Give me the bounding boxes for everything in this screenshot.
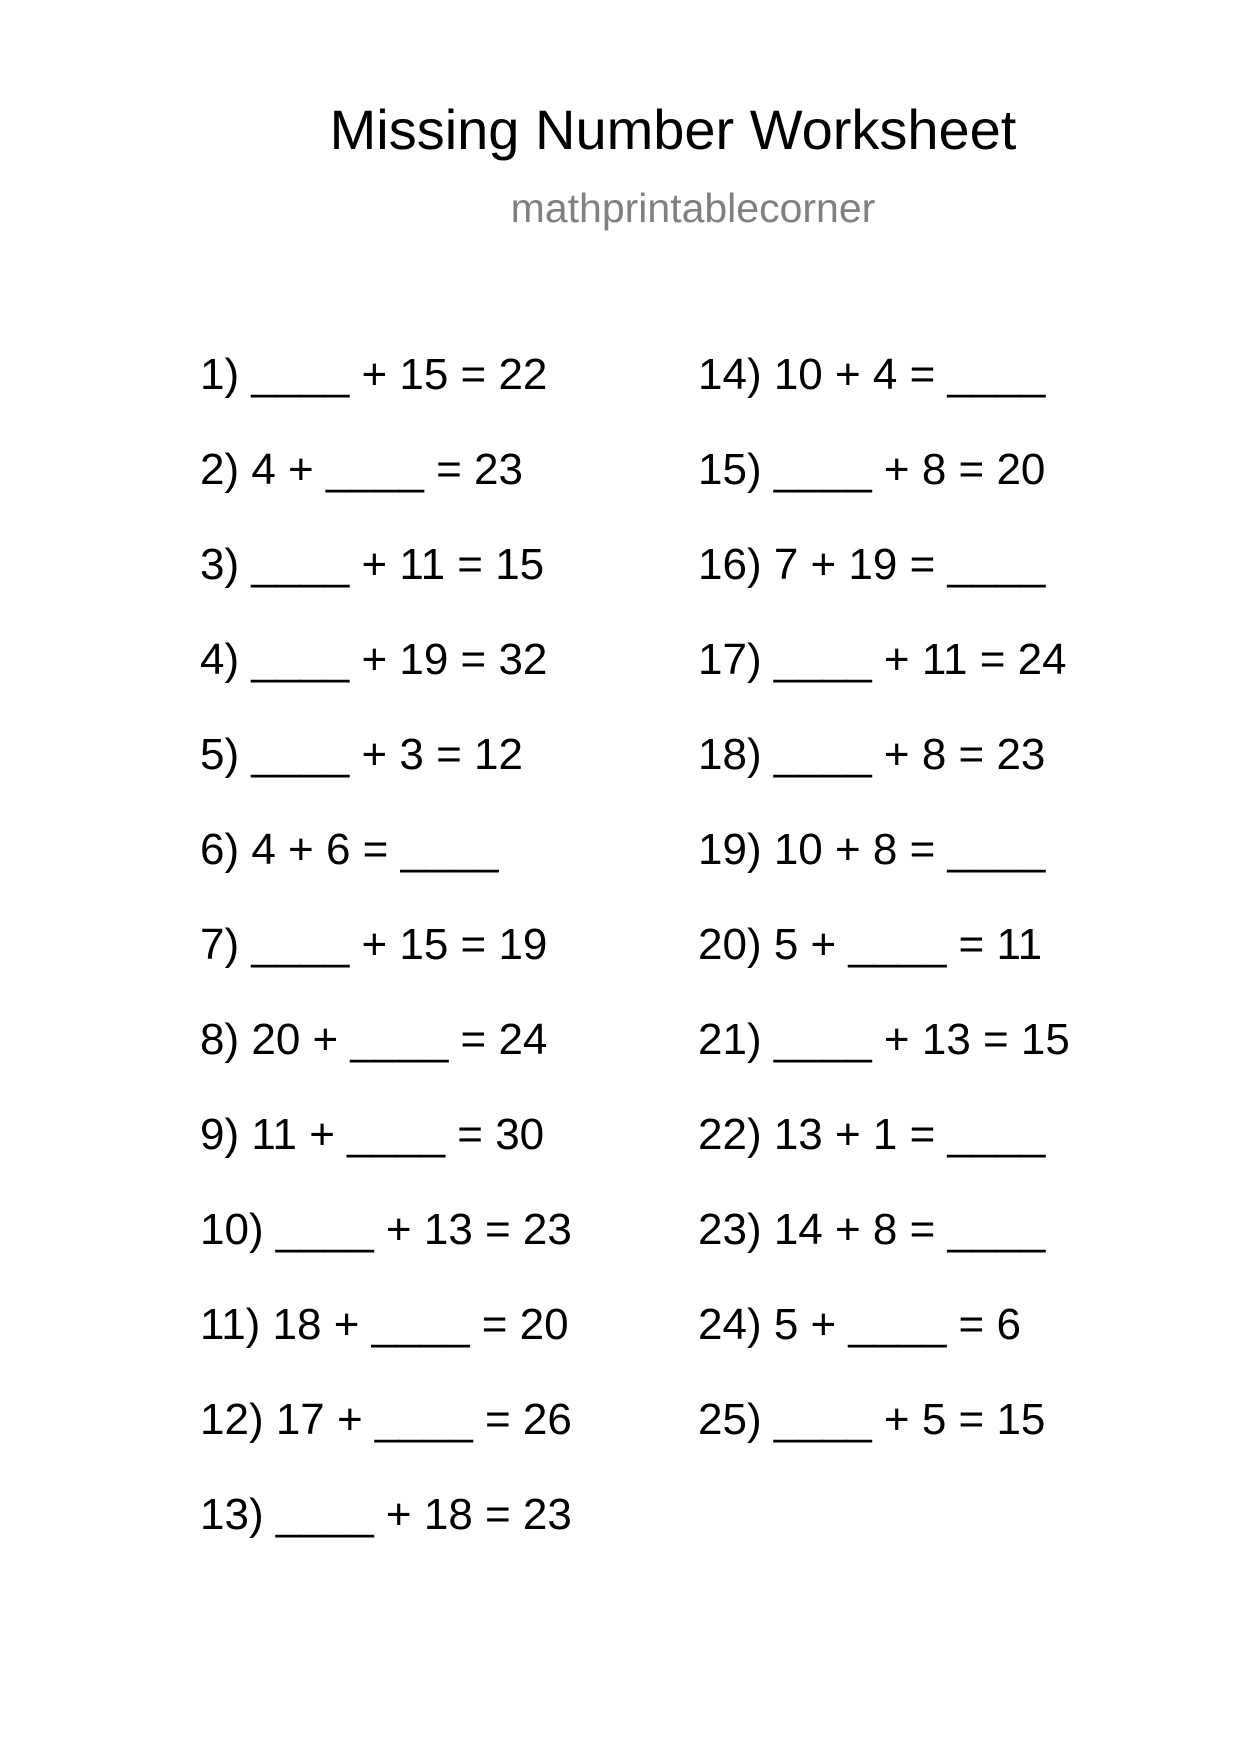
page-subtitle: mathprintablecorner <box>510 185 876 231</box>
problem-3: 3) ____ + 11 = 15 <box>200 540 545 589</box>
problem-4: 4) ____ + 19 = 32 <box>200 635 548 684</box>
problem-22: 22) 13 + 1 = ____ <box>698 1110 1046 1159</box>
page-title: Missing Number Worksheet <box>329 98 1017 161</box>
problem-9: 9) 11 + ____ = 30 <box>200 1110 545 1159</box>
problem-6: 6) 4 + 6 = ____ <box>200 825 499 874</box>
problem-1: 1) ____ + 15 = 22 <box>200 350 548 399</box>
problem-21: 21) ____ + 13 = 15 <box>698 1015 1070 1064</box>
problem-18: 18) ____ + 8 = 23 <box>698 730 1046 779</box>
problem-24: 24) 5 + ____ = 6 <box>698 1300 1021 1349</box>
problem-16: 16) 7 + 19 = ____ <box>698 540 1046 589</box>
problem-20: 20) 5 + ____ = 11 <box>698 920 1043 969</box>
problem-13: 13) ____ + 18 = 23 <box>200 1490 572 1539</box>
problem-19: 19) 10 + 8 = ____ <box>698 825 1046 874</box>
problem-14: 14) 10 + 4 = ____ <box>698 350 1046 399</box>
problem-2: 2) 4 + ____ = 23 <box>200 445 523 494</box>
problem-23: 23) 14 + 8 = ____ <box>698 1205 1046 1254</box>
problem-7: 7) ____ + 15 = 19 <box>200 920 548 969</box>
problem-15: 15) ____ + 8 = 20 <box>698 445 1046 494</box>
problem-10: 10) ____ + 13 = 23 <box>200 1205 572 1254</box>
problem-11: 11) 18 + ____ = 20 <box>200 1300 569 1349</box>
problem-5: 5) ____ + 3 = 12 <box>200 730 523 779</box>
problem-8: 8) 20 + ____ = 24 <box>200 1015 548 1064</box>
problems-right-column <box>698 350 1070 1490</box>
problems-left-column <box>200 350 572 1585</box>
problem-12: 12) 17 + ____ = 26 <box>200 1395 572 1444</box>
problem-17: 17) ____ + 11 = 24 <box>698 635 1067 684</box>
problem-25: 25) ____ + 5 = 15 <box>698 1395 1046 1444</box>
